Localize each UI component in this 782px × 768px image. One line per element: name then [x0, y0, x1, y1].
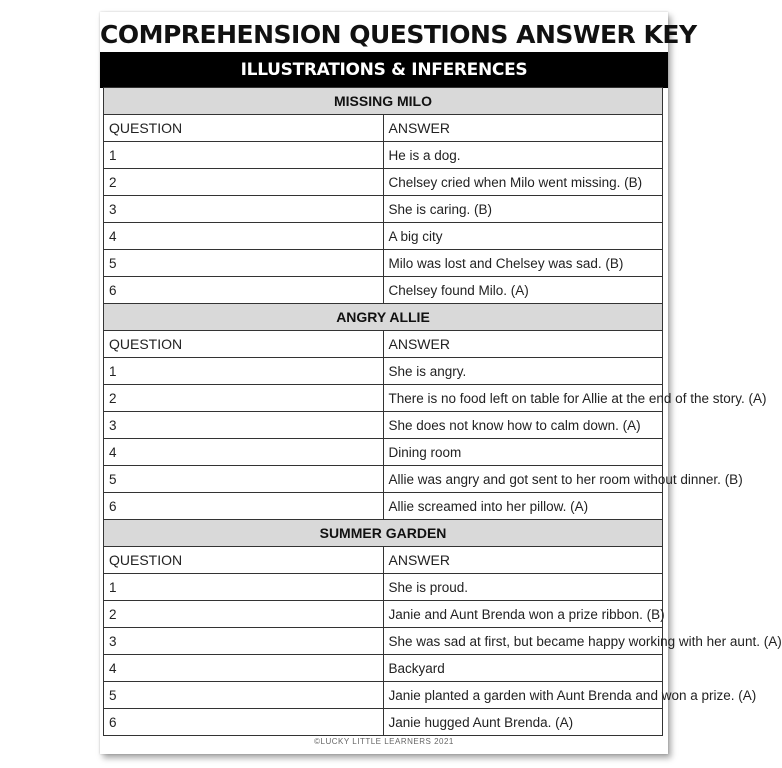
answer-text: Janie hugged Aunt Brenda. (A): [383, 709, 663, 736]
question-number: 4: [104, 655, 384, 682]
answer-column-header: ANSWER: [383, 547, 663, 574]
answer-column-header: ANSWER: [383, 115, 663, 142]
question-number: 5: [104, 682, 384, 709]
table-row: [104, 250, 663, 277]
section-title: SUMMER GARDEN: [104, 520, 663, 547]
worksheet-page: [100, 12, 782, 754]
question-number: 1: [104, 358, 384, 385]
answer-text: Dining room: [383, 439, 663, 466]
question-number: 1: [104, 574, 384, 601]
section-header-row: [104, 304, 663, 331]
answer-text: Milo was lost and Chelsey was sad. (B): [383, 250, 663, 277]
answer-key-table: [103, 87, 782, 736]
question-column-header: QUESTION: [104, 331, 384, 358]
table-row: [104, 709, 663, 736]
table-row: [104, 196, 663, 223]
question-number: 6: [104, 493, 384, 520]
column-header-row: [104, 331, 663, 358]
answer-text: She is proud.: [383, 574, 663, 601]
table-row: [104, 277, 663, 304]
question-column-header: QUESTION: [104, 547, 384, 574]
section-title: MISSING MILO: [104, 88, 663, 115]
table-row: [104, 223, 663, 250]
section-title: ANGRY ALLIE: [104, 304, 663, 331]
table-row: [104, 385, 663, 412]
answer-text: She is angry.: [383, 358, 663, 385]
question-column-header: QUESTION: [104, 115, 384, 142]
answer-text: Chelsey cried when Milo went missing. (B): [383, 169, 663, 196]
table-row: [104, 574, 663, 601]
table-row: [104, 682, 663, 709]
answer-text: He is a dog.: [383, 142, 663, 169]
question-number: 1: [104, 142, 384, 169]
question-number: 3: [104, 196, 384, 223]
question-number: 6: [104, 277, 384, 304]
table-row: [104, 466, 663, 493]
subtitle-bar: ILLUSTRATIONS & INFERENCES: [100, 52, 668, 88]
table-row: [104, 493, 663, 520]
answer-text: Backyard: [383, 655, 663, 682]
table-row: [104, 655, 663, 682]
question-number: 3: [104, 412, 384, 439]
question-number: 5: [104, 466, 384, 493]
table-row: [104, 142, 663, 169]
answer-text: She is caring. (B): [383, 196, 663, 223]
question-number: 4: [104, 223, 384, 250]
column-header-row: [104, 115, 663, 142]
answer-text: There is no food left on table for Allie at the end of the story. (A): [383, 385, 663, 412]
question-number: 2: [104, 169, 384, 196]
column-header-row: [104, 547, 663, 574]
question-number: 2: [104, 601, 384, 628]
table-row: [104, 169, 663, 196]
answer-text: She was sad at first, but became happy working with her aunt. (A): [383, 628, 663, 655]
question-number: 2: [104, 385, 384, 412]
table-row: [104, 601, 663, 628]
table-row: [104, 628, 663, 655]
table-row: [104, 439, 663, 466]
question-number: 4: [104, 439, 384, 466]
question-number: 3: [104, 628, 384, 655]
answer-text: A big city: [383, 223, 663, 250]
answer-text: Chelsey found Milo. (A): [383, 277, 663, 304]
copyright-footer: ©LUCKY LITTLE LEARNERS 2021: [314, 737, 454, 746]
answer-text: Janie and Aunt Brenda won a prize ribbon. (B): [383, 601, 663, 628]
page-title: COMPREHENSION QUESTIONS ANSWER KEY: [100, 20, 697, 49]
answer-text: Allie was angry and got sent to her room without dinner. (B): [383, 466, 663, 493]
section-header-row: [104, 88, 663, 115]
answer-text: Allie screamed into her pillow. (A): [383, 493, 663, 520]
answer-column-header: ANSWER: [383, 331, 663, 358]
question-number: 5: [104, 250, 384, 277]
question-number: 6: [104, 709, 384, 736]
answer-text: She does not know how to calm down. (A): [383, 412, 663, 439]
table-row: [104, 412, 663, 439]
table-row: [104, 358, 663, 385]
answer-text: Janie planted a garden with Aunt Brenda and won a prize. (A): [383, 682, 663, 709]
section-header-row: [104, 520, 663, 547]
